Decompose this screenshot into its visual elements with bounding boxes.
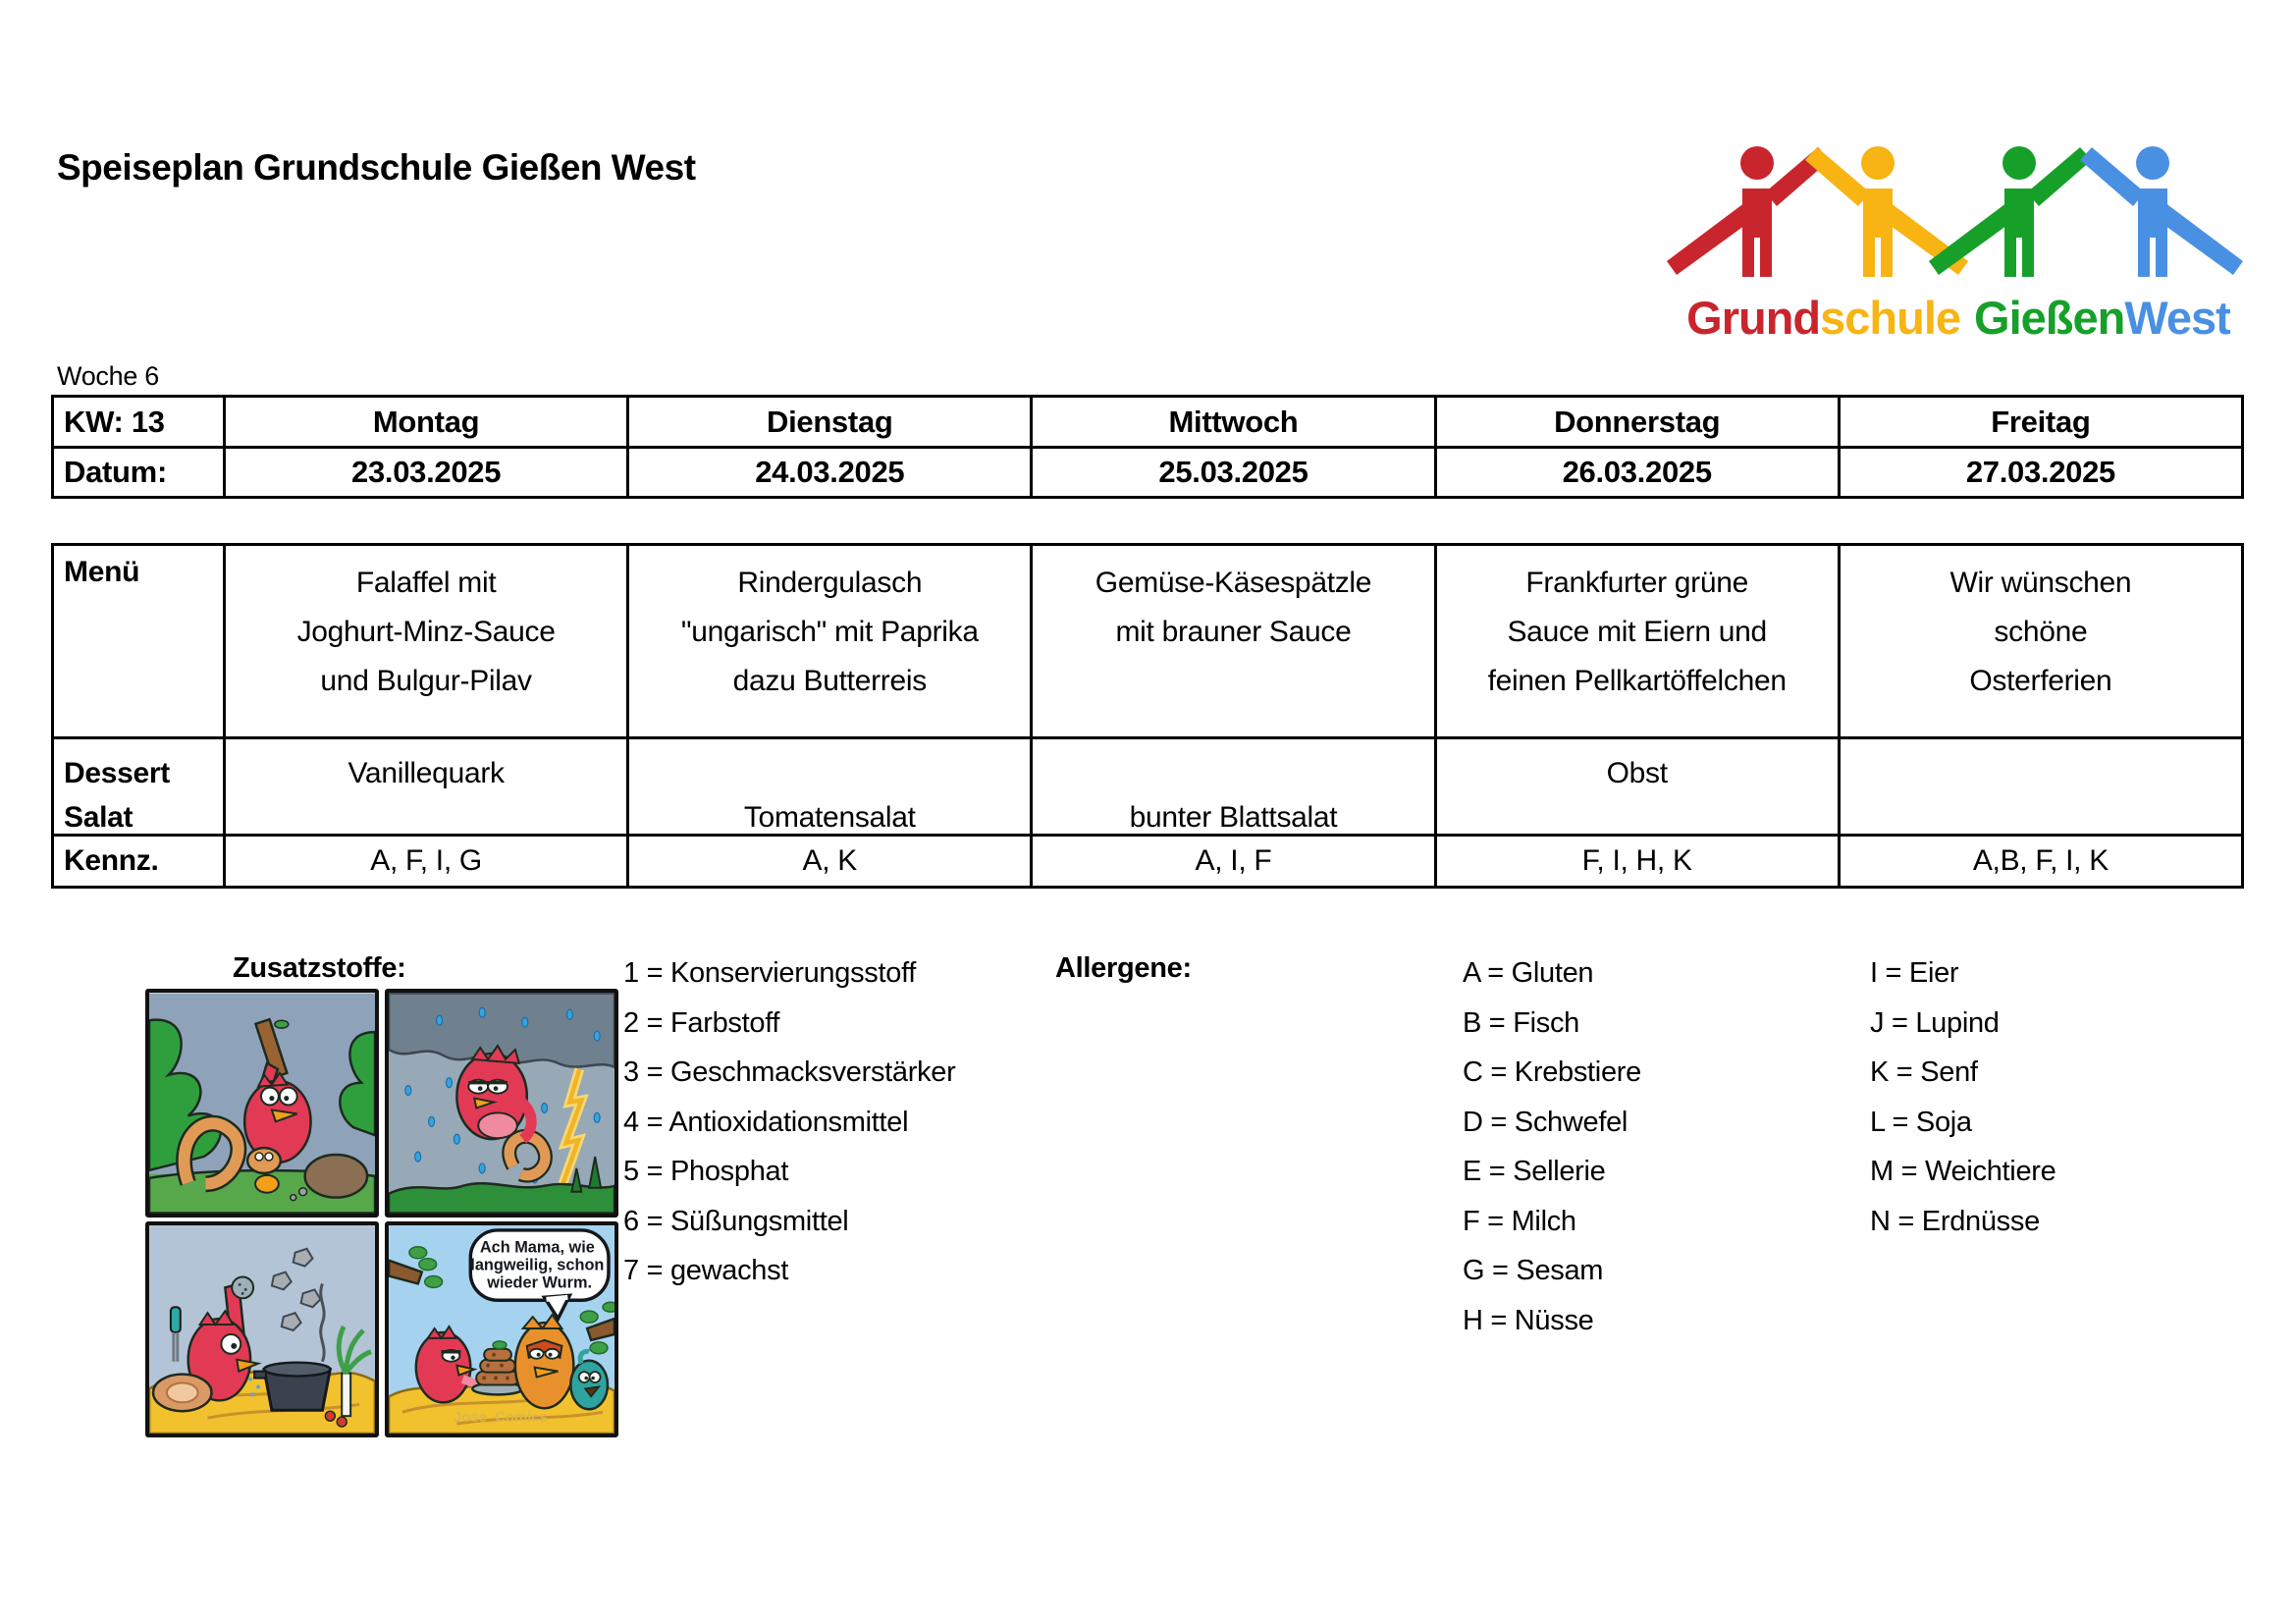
additive-item: 1 = Konservierungsstoff [623,957,917,989]
comic-panel-bird-cooking [145,1221,379,1437]
day-header-freitag: Freitag [1841,398,2241,446]
comic-panel-bird-fights-worm [145,989,379,1218]
allergen-item: N = Erdnüsse [1870,1205,2040,1237]
week-table [51,395,2244,499]
allergen-item: K = Senf [1870,1056,1978,1088]
menu-table [51,543,2244,889]
additive-item: 4 = Antioxidationsmittel [623,1106,909,1138]
day-header-montag: Montag [226,398,626,446]
additives-list [623,948,956,1296]
menu-cell-montag: Falaffel mit Joghurt-Minz-Sauce und Bulgur-Pilav [226,546,626,736]
additives-title: Zusatzstoffe: [233,952,406,984]
menu-row-label: Menü [54,546,223,736]
day-header-dienstag: Dienstag [629,398,1030,446]
dessert-salat-cell-montag: Vanillequark [226,739,626,834]
date-dienstag: 24.03.2025 [629,449,1030,496]
menu-cell-donnerstag: Frankfurter grüne Sauce mit Eiern und feinen Pellkartöffelchen [1437,546,1838,736]
comic-watermark: Jose_Comics [454,1410,548,1427]
allergen-item: A = Gluten [1463,957,1594,989]
kennz-cell-donnerstag: F, I, H, K [1437,837,1838,886]
additive-item: 2 = Farbstoff [623,1006,780,1039]
allergen-item: D = Schwefel [1463,1106,1629,1138]
logo-figure-red [1667,146,1830,277]
kw-label-cell: KW: 13 [54,398,223,446]
day-header-donnerstag: Donnerstag [1437,398,1838,446]
allergens-column-2 [1870,948,2056,1246]
allergen-item: B = Fisch [1463,1006,1579,1039]
menu-cell-freitag: Wir wünschen schöne Osterferien [1841,546,2241,736]
allergen-item: H = Nüsse [1463,1304,1594,1336]
day-header-mittwoch: Mittwoch [1033,398,1433,446]
page-title: Speiseplan Grundschule Gießen West [57,147,696,188]
menu-cell-mittwoch: Gemüse-Käsespätzle mit brauner Sauce [1033,546,1433,736]
date-montag: 23.03.2025 [226,449,626,496]
additive-item: 5 = Phosphat [623,1156,789,1187]
menu-cell-dienstag: Rindergulasch "ungarisch" mit Paprika dazu Butterreis [629,546,1030,736]
allergens-title: Allergene: [1055,952,1192,984]
additive-item: 7 = gewachst [623,1255,789,1286]
dessert-salat-row-label: Dessert Salat [54,739,223,834]
dessert-salat-cell-freitag [1841,739,2241,834]
additive-item: 3 = Geschmacksverstärker [623,1056,956,1088]
week-label: Woche 6 [57,361,159,391]
kennz-row-label: Kennz. [54,837,223,886]
allergen-item: C = Krebstiere [1463,1056,1641,1088]
datum-label-cell: Datum: [54,449,223,496]
logo-figure-green [1929,146,2092,277]
logo-text: Grundschule GießenWest [1686,292,2230,344]
allergen-item: J = Lupind [1870,1006,2000,1039]
dessert-salat-cell-mittwoch: bunter Blattsalat [1033,739,1433,834]
allergen-item: L = Soja [1870,1106,1972,1138]
dessert-salat-cell-donnerstag: Obst [1437,739,1838,834]
kennz-cell-montag: A, F, I, G [226,837,626,886]
comic-panel-bird-shields-worm-rain [385,989,618,1218]
svg-text:Ach Mama, wie langweilig: Ach Mama, wie langweilig, schon wieder Wurm. [470,1238,605,1292]
date-mittwoch: 25.03.2025 [1033,449,1433,496]
kennz-cell-freitag: A,B, F, I, K [1841,837,2241,886]
date-donnerstag: 26.03.2025 [1437,449,1838,496]
allergen-item: I = Eier [1870,957,1959,989]
allergen-item: E = Sellerie [1463,1156,1606,1187]
school-logo [1664,126,2253,352]
comic-panel-worm-cake [385,1221,618,1437]
date-freitag: 27.03.2025 [1841,449,2241,496]
allergen-item: F = Milch [1463,1205,1576,1237]
kennz-cell-mittwoch: A, I, F [1033,837,1433,886]
allergens-column-1 [1463,948,1641,1345]
allergen-item: M = Weichtiere [1870,1156,2056,1187]
allergen-item: G = Sesam [1463,1255,1604,1286]
logo-figure-blue [2080,146,2243,277]
additive-item: 6 = Süßungsmittel [623,1205,849,1237]
kennz-cell-dienstag: A, K [629,837,1030,886]
dessert-salat-cell-dienstag: Tomatensalat [629,739,1030,834]
